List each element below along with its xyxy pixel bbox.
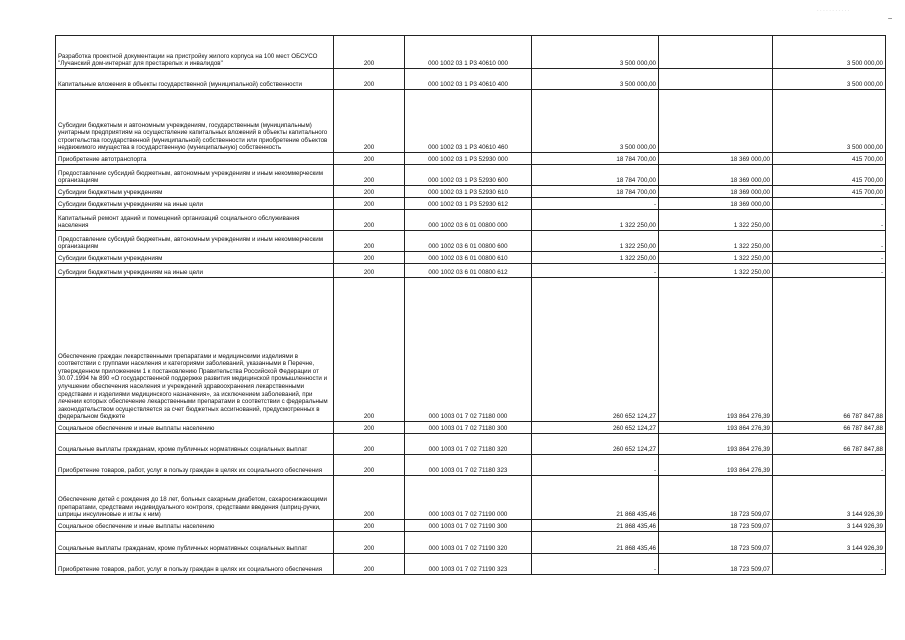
- row-executed: 18 723 509,07: [659, 554, 773, 575]
- row-remaining: 66 787 847,88: [773, 422, 886, 434]
- table-row: [56, 69, 886, 90]
- row-remaining: 3 500 000,00: [773, 90, 886, 153]
- row-remaining: -: [773, 554, 886, 575]
- table-row: [56, 231, 886, 252]
- row-approved: 3 500 000,00: [532, 36, 659, 69]
- row-kbk: 000 1003 01 7 02 71180 000: [405, 278, 532, 422]
- row-code: 200: [334, 278, 405, 422]
- row-code: 200: [334, 264, 405, 278]
- row-kbk: 000 1002 03 1 P3 40610 460: [405, 90, 532, 153]
- row-code: 200: [334, 554, 405, 575]
- row-kbk: 000 1002 03 1 P3 52930 000: [405, 153, 532, 165]
- table-row: [56, 476, 886, 520]
- table-row: [56, 422, 886, 434]
- row-remaining: 415 700,00: [773, 165, 886, 186]
- row-code: 200: [334, 476, 405, 520]
- row-executed: 193 864 276,39: [659, 434, 773, 455]
- table-row: [56, 532, 886, 554]
- row-approved: 260 652 124,27: [532, 278, 659, 422]
- row-approved: 21 868 435,46: [532, 476, 659, 520]
- row-approved: 21 868 435,46: [532, 520, 659, 532]
- row-remaining: 415 700,00: [773, 186, 886, 198]
- row-approved: -: [532, 554, 659, 575]
- row-code: 200: [334, 231, 405, 252]
- row-executed: 18 369 000,00: [659, 186, 773, 198]
- row-executed: 18 369 000,00: [659, 153, 773, 165]
- row-kbk: 000 1002 03 6 01 00800 000: [405, 210, 532, 231]
- row-name: Социальные выплаты гражданам, кроме публичных нормативных социальных выплат: [56, 434, 334, 455]
- row-name: Предоставление субсидий бюджетным, автономным учреждениям и иным некоммерческим организациям: [56, 231, 334, 252]
- table-row: [56, 264, 886, 278]
- row-approved: -: [532, 264, 659, 278]
- row-remaining: 66 787 847,88: [773, 434, 886, 455]
- row-name: Приобретение товаров, работ, услуг в пользу граждан в целях их социального обеспечения: [56, 554, 334, 575]
- row-remaining: 415 700,00: [773, 153, 886, 165]
- row-approved: 1 322 250,00: [532, 210, 659, 231]
- table-row: [56, 165, 886, 186]
- table-row: [56, 278, 886, 422]
- row-executed: 1 322 250,00: [659, 210, 773, 231]
- row-kbk: 000 1003 01 7 02 71180 323: [405, 455, 532, 476]
- row-remaining: 3 500 000,00: [773, 36, 886, 69]
- row-name: Субсидии бюджетным учреждениям на иные цели: [56, 198, 334, 210]
- table-row: [56, 153, 886, 165]
- row-approved: 18 784 700,00: [532, 186, 659, 198]
- row-executed: 1 322 250,00: [659, 264, 773, 278]
- page-number: –: [888, 15, 893, 22]
- row-name: Субсидии бюджетным и автономным учреждениям, государственным (муниципальным) унитарным предприятиям на осуществление капитальных вложений в объекты капитального строительства государственной (муниципальной) собственности или приобретение объектов недвижимого имущества в государственную (муниципальную) собственность: [56, 90, 334, 153]
- table-row: [56, 210, 886, 231]
- row-name: Предоставление субсидий бюджетным, автономным учреждениям и иным некоммерческим организациям: [56, 165, 334, 186]
- row-name: Приобретение автотранспорта: [56, 153, 334, 165]
- row-kbk: 000 1003 01 7 02 71180 320: [405, 434, 532, 455]
- table-row: [56, 554, 886, 575]
- row-executed: [659, 36, 773, 69]
- row-approved: -: [532, 198, 659, 210]
- row-approved: 1 322 250,00: [532, 252, 659, 264]
- row-kbk: 000 1002 03 1 P3 40610 000: [405, 36, 532, 69]
- row-name: Субсидии бюджетным учреждениям: [56, 252, 334, 264]
- row-name: Социальное обеспечение и иные выплаты населению: [56, 422, 334, 434]
- row-name: Капитальные вложения в объекты государственной (муниципальной) собственности: [56, 69, 334, 90]
- row-kbk: 000 1002 03 1 P3 52930 600: [405, 165, 532, 186]
- row-code: 200: [334, 210, 405, 231]
- row-name: Разработка проектной документации на пристройку жилого корпуса на 100 мест ОБСУСО "Лучанский дом-интернат для престарелых и инвалидов": [56, 36, 334, 69]
- row-kbk: 000 1003 01 7 02 71190 323: [405, 554, 532, 575]
- row-executed: 18 369 000,00: [659, 165, 773, 186]
- row-executed: [659, 69, 773, 90]
- table-row: [56, 198, 886, 210]
- row-name: Обеспечение граждан лекарственными препаратами и медицинскими изделиями в соответствии с группами населения и категориями заболеваний, указанными в Перечне, утвержденном приложением 1 к постановлению Правительства Российской Федерации от 30.07.1994 № 890 «О государственной поддержке развития медицинской промышленности и улучшении обеспечения населения и учреждений здравоохранения лекарственными средствами и изделиями медицинского назначения», за исключением заболеваний, при лечении которых обеспечение лекарственными препаратами в соответствии с федеральным законодательством осуществляется за счет бюджетных ассигнований, предусмотренных в федеральном бюджете: [56, 278, 334, 422]
- row-executed: 1 322 250,00: [659, 252, 773, 264]
- row-executed: 18 723 509,07: [659, 476, 773, 520]
- row-executed: 18 723 509,07: [659, 532, 773, 554]
- header-mark: · · · · · · · · · · ·: [817, 8, 850, 14]
- row-code: 200: [334, 90, 405, 153]
- row-remaining: -: [773, 455, 886, 476]
- row-kbk: 000 1002 03 1 P3 40610 400: [405, 69, 532, 90]
- row-remaining: 3 144 926,39: [773, 476, 886, 520]
- table-row: [56, 186, 886, 198]
- row-name: Капитальный ремонт зданий и помещений организаций социального обслуживания населения: [56, 210, 334, 231]
- row-remaining: 3 500 000,00: [773, 69, 886, 90]
- row-approved: 3 500 000,00: [532, 69, 659, 90]
- row-kbk: 000 1003 01 7 02 71190 000: [405, 476, 532, 520]
- row-executed: 193 864 276,39: [659, 278, 773, 422]
- row-executed: 18 723 509,07: [659, 520, 773, 532]
- row-approved: 260 652 124,27: [532, 434, 659, 455]
- table-row: [56, 36, 886, 69]
- row-approved: 18 784 700,00: [532, 153, 659, 165]
- row-kbk: 000 1003 01 7 02 71190 300: [405, 520, 532, 532]
- row-code: 200: [334, 434, 405, 455]
- table-row: [56, 252, 886, 264]
- row-approved: 260 652 124,27: [532, 422, 659, 434]
- row-name: Приобретение товаров, работ, услуг в пользу граждан в целях их социального обеспечения: [56, 455, 334, 476]
- budget-table: [55, 35, 886, 575]
- row-kbk: 000 1002 03 6 01 00800 600: [405, 231, 532, 252]
- row-kbk: 000 1002 03 6 01 00800 610: [405, 252, 532, 264]
- row-code: 200: [334, 186, 405, 198]
- row-executed: [659, 90, 773, 153]
- table-row: [56, 520, 886, 532]
- row-code: 200: [334, 252, 405, 264]
- row-remaining: 3 144 926,39: [773, 532, 886, 554]
- row-name: Социальное обеспечение и иные выплаты населению: [56, 520, 334, 532]
- row-executed: 193 864 276,39: [659, 422, 773, 434]
- row-code: 200: [334, 520, 405, 532]
- table-row: [56, 90, 886, 153]
- row-code: 200: [334, 153, 405, 165]
- row-name: Субсидии бюджетным учреждениям на иные цели: [56, 264, 334, 278]
- row-kbk: 000 1002 03 1 P3 52930 610: [405, 186, 532, 198]
- row-kbk: 000 1002 03 1 P3 52930 612: [405, 198, 532, 210]
- row-name: Субсидии бюджетным учреждениям: [56, 186, 334, 198]
- row-approved: 1 322 250,00: [532, 231, 659, 252]
- table-row: [56, 434, 886, 455]
- row-approved: 21 868 435,46: [532, 532, 659, 554]
- row-code: 200: [334, 69, 405, 90]
- row-kbk: 000 1002 03 6 01 00800 612: [405, 264, 532, 278]
- row-remaining: 3 144 926,39: [773, 520, 886, 532]
- row-kbk: 000 1003 01 7 02 71190 320: [405, 532, 532, 554]
- row-remaining: -: [773, 198, 886, 210]
- row-executed: 1 322 250,00: [659, 231, 773, 252]
- row-approved: 18 784 700,00: [532, 165, 659, 186]
- row-code: 200: [334, 198, 405, 210]
- row-remaining: -: [773, 231, 886, 252]
- row-approved: -: [532, 455, 659, 476]
- row-executed: 193 864 276,39: [659, 455, 773, 476]
- row-code: 200: [334, 165, 405, 186]
- row-code: 200: [334, 532, 405, 554]
- row-executed: 18 369 000,00: [659, 198, 773, 210]
- row-name: Обеспечение детей с рождения до 18 лет, больных сахарным диабетом, сахароснижающими препаратами, средствами индивидуального контроля, средствами введения (шприц-ручки, шприцы инсулиновые и иглы к ним): [56, 476, 334, 520]
- row-code: 200: [334, 455, 405, 476]
- row-remaining: -: [773, 210, 886, 231]
- row-code: 200: [334, 36, 405, 69]
- row-approved: 3 500 000,00: [532, 90, 659, 153]
- row-code: 200: [334, 422, 405, 434]
- row-remaining: -: [773, 264, 886, 278]
- table-row: [56, 455, 886, 476]
- row-name: Социальные выплаты гражданам, кроме публичных нормативных социальных выплат: [56, 532, 334, 554]
- row-remaining: 66 787 847,88: [773, 278, 886, 422]
- row-remaining: -: [773, 252, 886, 264]
- row-kbk: 000 1003 01 7 02 71180 300: [405, 422, 532, 434]
